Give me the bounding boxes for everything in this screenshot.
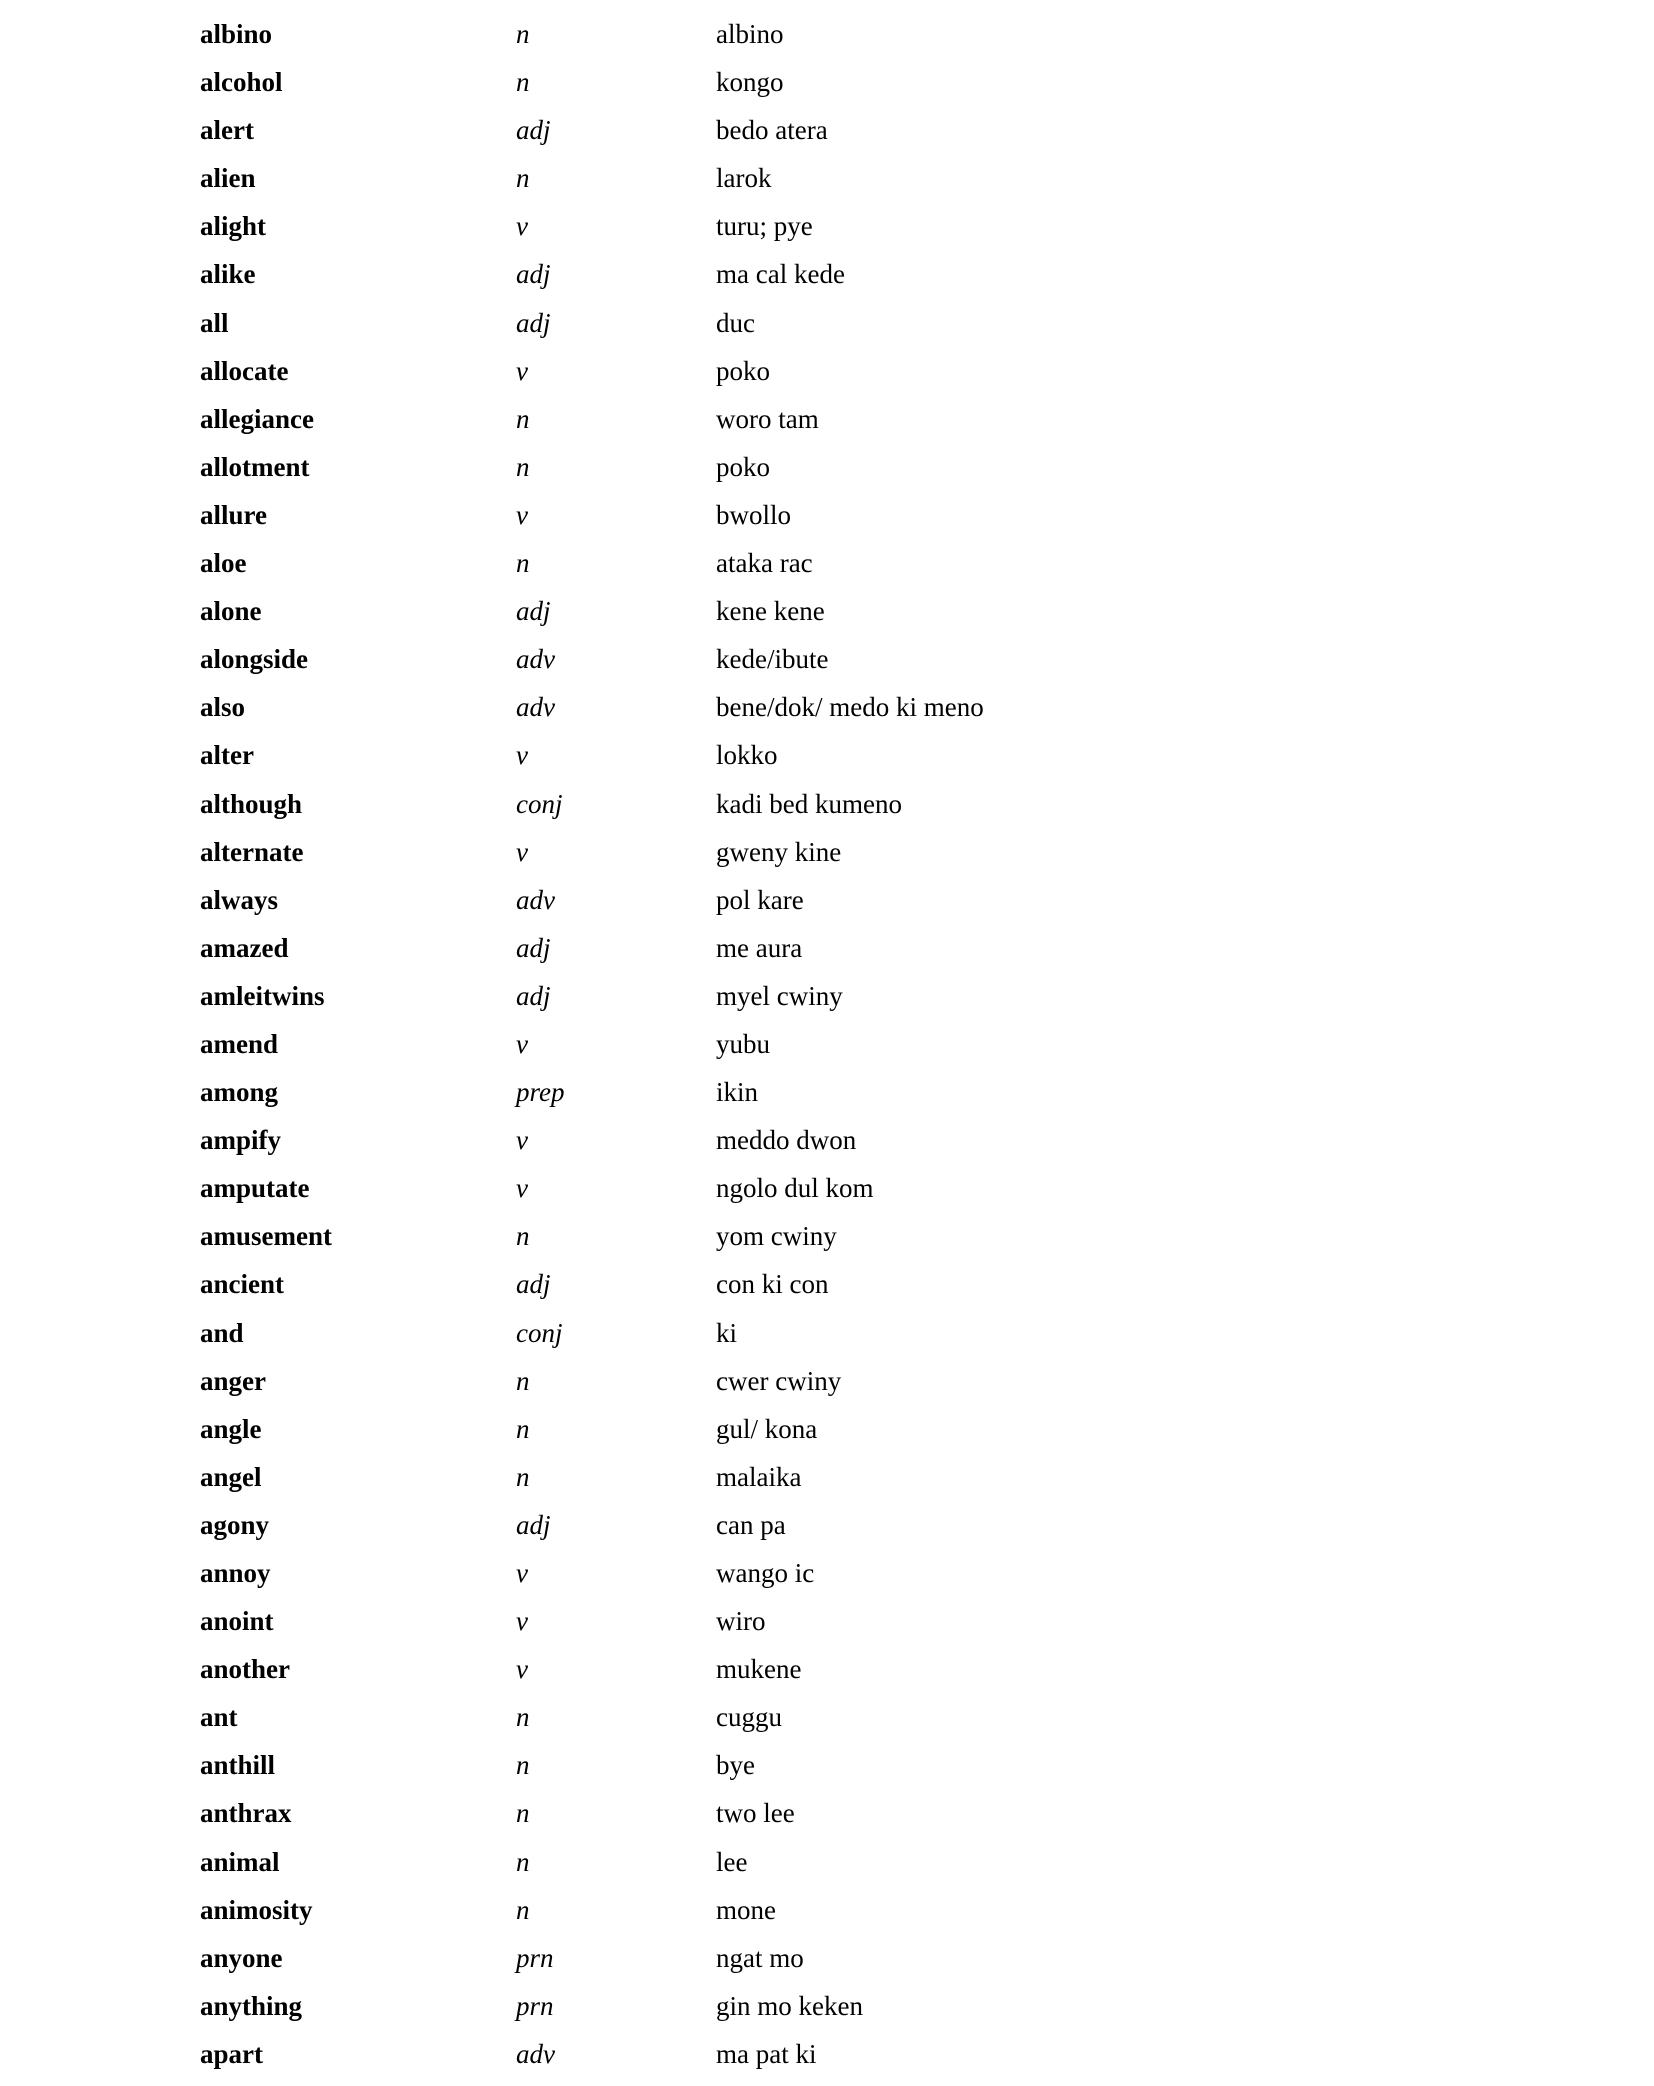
dictionary-entry xyxy=(200,1549,1100,1597)
dictionary-entry xyxy=(200,1068,1100,1116)
entry-word: annoy xyxy=(200,1558,271,1588)
entry-word: amazed xyxy=(200,932,289,963)
dictionary-entry xyxy=(200,1982,1100,2030)
entry-translation: gweny kine xyxy=(716,836,842,867)
dictionary-entry xyxy=(200,828,1100,876)
entry-part-of-speech: v xyxy=(516,1654,528,1685)
entry-part-of-speech: adj xyxy=(516,259,551,290)
entry-part-of-speech: n xyxy=(516,1365,530,1396)
dictionary-entry xyxy=(200,1212,1100,1260)
entry-part-of-speech: n xyxy=(516,1798,530,1829)
dictionary-entry xyxy=(200,635,1100,683)
entry-word: animosity xyxy=(200,1894,313,1925)
entry-translation: gin mo keken xyxy=(716,1990,863,2021)
entry-translation: kadi bed kumeno xyxy=(716,788,902,819)
entry-translation: can pa xyxy=(716,1509,786,1540)
dictionary-entry xyxy=(200,1645,1100,1693)
entry-translation: ma cal kede xyxy=(716,259,845,290)
entry-word: anthill xyxy=(200,1750,276,1781)
entry-translation: wango ic xyxy=(716,1558,815,1588)
entry-part-of-speech: n xyxy=(516,1750,530,1781)
entry-part-of-speech: v xyxy=(516,1028,528,1059)
entry-part-of-speech: adv xyxy=(516,644,555,675)
entry-part-of-speech: adv xyxy=(516,2038,555,2069)
entry-part-of-speech: adv xyxy=(516,884,555,915)
entry-word: ant xyxy=(200,1702,238,1733)
dictionary-entry xyxy=(200,1020,1100,1068)
entry-part-of-speech: adj xyxy=(516,980,551,1011)
entry-part-of-speech: n xyxy=(516,451,530,482)
entry-word: anyone xyxy=(200,1942,283,1973)
dictionary-entry xyxy=(200,1934,1100,1982)
dictionary-entry xyxy=(200,972,1100,1020)
dictionary-entry xyxy=(200,1693,1100,1741)
entry-translation: mone xyxy=(716,1894,776,1925)
entry-word: apart xyxy=(200,2038,263,2069)
entry-word: alight xyxy=(200,211,267,242)
entry-word: allegiance xyxy=(200,403,314,434)
dictionary-entry xyxy=(200,1405,1100,1453)
entry-translation: lee xyxy=(716,1846,748,1877)
dictionary-entry xyxy=(200,106,1100,154)
entry-word: albino xyxy=(200,19,273,49)
entry-translation: cwer cwiny xyxy=(716,1365,842,1396)
entry-word: ampify xyxy=(200,1125,281,1156)
entry-translation: pol kare xyxy=(716,884,804,915)
dictionary-entry xyxy=(200,154,1100,202)
dictionary-entry xyxy=(200,1260,1100,1308)
dictionary-entry xyxy=(200,1838,1100,1886)
entry-part-of-speech: adj xyxy=(516,115,551,146)
entry-part-of-speech: n xyxy=(516,67,530,98)
dictionary-entry xyxy=(200,347,1100,395)
entry-translation: bye xyxy=(716,1750,755,1781)
entry-translation: poko xyxy=(716,451,770,482)
dictionary-entry xyxy=(200,587,1100,635)
dictionary-entry xyxy=(200,1309,1100,1357)
entry-translation: poko xyxy=(716,355,770,386)
dictionary-entry xyxy=(200,1357,1100,1405)
entry-part-of-speech: n xyxy=(516,1846,530,1877)
dictionary-entry xyxy=(200,299,1100,347)
entry-part-of-speech: n xyxy=(516,1413,530,1444)
entry-word: allotment xyxy=(200,451,310,482)
entry-part-of-speech: n xyxy=(516,1894,530,1925)
entry-part-of-speech: v xyxy=(516,1173,528,1204)
entry-word: also xyxy=(200,692,246,723)
entry-translation: duc xyxy=(716,307,755,338)
entry-part-of-speech: adj xyxy=(516,307,551,338)
entry-translation: larok xyxy=(716,163,772,194)
entry-translation: yom cwiny xyxy=(716,1221,837,1252)
entry-part-of-speech: v xyxy=(516,355,528,386)
entry-part-of-speech: v xyxy=(516,211,528,242)
dictionary-entry xyxy=(200,1741,1100,1789)
dictionary-entry xyxy=(200,491,1100,539)
dictionary-entry xyxy=(200,683,1100,731)
entry-part-of-speech: adj xyxy=(516,1509,551,1540)
entry-part-of-speech: adv xyxy=(516,692,555,723)
entry-part-of-speech: n xyxy=(516,19,530,49)
dictionary-entry xyxy=(200,1501,1100,1549)
entry-part-of-speech: v xyxy=(516,836,528,867)
entry-part-of-speech: prep xyxy=(516,1077,565,1108)
entry-translation: meddo dwon xyxy=(716,1125,857,1156)
dictionary-entry xyxy=(200,1116,1100,1164)
entry-word: allure xyxy=(200,499,267,530)
entry-translation: bedo atera xyxy=(716,115,828,146)
entry-word: among xyxy=(200,1077,279,1108)
entry-word: alike xyxy=(200,259,256,290)
dictionary-entry xyxy=(200,202,1100,250)
entry-part-of-speech: adj xyxy=(516,932,551,963)
dictionary-entry xyxy=(200,395,1100,443)
entry-word: and xyxy=(200,1317,244,1348)
entry-part-of-speech: n xyxy=(516,1702,530,1733)
entry-word: alien xyxy=(200,163,256,194)
dictionary-entry xyxy=(200,443,1100,491)
entry-word: all xyxy=(200,307,229,338)
entry-word: animal xyxy=(200,1846,280,1877)
entry-part-of-speech: v xyxy=(516,1125,528,1156)
entry-translation: ma pat ki xyxy=(716,2038,817,2069)
entry-word: alcohol xyxy=(200,67,283,98)
entry-translation: malaika xyxy=(716,1461,802,1492)
entry-part-of-speech: v xyxy=(516,740,528,771)
entry-part-of-speech: n xyxy=(516,403,530,434)
entry-translation: albino xyxy=(716,19,784,49)
entry-translation: two lee xyxy=(716,1798,795,1829)
dictionary-entry xyxy=(200,731,1100,779)
entry-part-of-speech: adj xyxy=(516,1269,551,1300)
entry-word: alert xyxy=(200,115,254,146)
entry-word: anger xyxy=(200,1365,266,1396)
entry-translation: bene/dok/ medo ki meno xyxy=(716,692,984,723)
entry-part-of-speech: n xyxy=(516,548,530,579)
dictionary-entry xyxy=(200,924,1100,972)
dictionary-entry xyxy=(200,10,1100,58)
entry-word: alone xyxy=(200,596,262,627)
entry-word: anything xyxy=(200,1990,303,2021)
dictionary-entry xyxy=(200,1164,1100,1212)
entry-translation: mukene xyxy=(716,1654,802,1685)
entry-translation: lokko xyxy=(716,740,778,771)
entry-word: anoint xyxy=(200,1606,274,1637)
entry-translation: ngat mo xyxy=(716,1942,804,1973)
dictionary-entry xyxy=(200,1453,1100,1501)
entry-word: although xyxy=(200,788,303,819)
entry-word: amputate xyxy=(200,1173,310,1204)
entry-part-of-speech: conj xyxy=(516,788,563,819)
entry-word: alongside xyxy=(200,644,309,675)
dictionary-entry xyxy=(200,539,1100,587)
entry-word: amusement xyxy=(200,1221,332,1252)
entry-translation: wiro xyxy=(716,1606,766,1637)
dictionary-entry xyxy=(200,876,1100,924)
entry-part-of-speech: v xyxy=(516,1606,528,1637)
entry-part-of-speech: v xyxy=(516,499,528,530)
dictionary-entry xyxy=(200,1789,1100,1837)
entry-translation: yubu xyxy=(716,1028,770,1059)
dictionary-entry xyxy=(200,58,1100,106)
entry-part-of-speech: adj xyxy=(516,596,551,627)
entry-part-of-speech: prn xyxy=(516,1990,554,2021)
entry-translation: me aura xyxy=(716,932,803,963)
entry-translation: ngolo dul kom xyxy=(716,1173,874,1204)
entry-part-of-speech: v xyxy=(516,1558,528,1588)
entry-word: amend xyxy=(200,1028,279,1059)
entry-translation: ki xyxy=(716,1317,738,1348)
entry-part-of-speech: n xyxy=(516,1461,530,1492)
entry-word: alternate xyxy=(200,836,304,867)
dictionary-entry xyxy=(200,250,1100,298)
entry-translation: bwollo xyxy=(716,499,792,530)
entry-word: agony xyxy=(200,1509,270,1540)
entry-word: angel xyxy=(200,1461,262,1492)
entry-translation: kongo xyxy=(716,67,784,98)
entry-part-of-speech: n xyxy=(516,163,530,194)
entry-translation: woro tam xyxy=(716,403,819,434)
entry-word: anthrax xyxy=(200,1798,292,1829)
dictionary-entry xyxy=(200,1886,1100,1934)
entry-list xyxy=(200,10,1100,2078)
entry-translation: myel cwiny xyxy=(716,980,843,1011)
entry-part-of-speech: n xyxy=(516,1221,530,1252)
entry-word: aloe xyxy=(200,548,247,579)
entry-word: another xyxy=(200,1654,290,1685)
entry-translation: cuggu xyxy=(716,1702,782,1733)
entry-translation: gul/ kona xyxy=(716,1413,818,1444)
entry-translation: kede/ibute xyxy=(716,644,829,675)
entry-word: alter xyxy=(200,740,254,771)
entry-translation: kene kene xyxy=(716,596,825,627)
entry-word: always xyxy=(200,884,279,915)
entry-word: amleitwins xyxy=(200,980,325,1011)
entry-translation: con ki con xyxy=(716,1269,829,1300)
entry-word: allocate xyxy=(200,355,289,386)
entry-word: ancient xyxy=(200,1269,284,1300)
dictionary-entry xyxy=(200,1597,1100,1645)
entry-translation: ikin xyxy=(716,1077,759,1108)
entry-word: angle xyxy=(200,1413,262,1444)
entry-part-of-speech: conj xyxy=(516,1317,563,1348)
entry-translation: ataka rac xyxy=(716,548,813,579)
dictionary-entry xyxy=(200,780,1100,828)
entry-translation: turu; pye xyxy=(716,211,813,242)
dictionary-entry xyxy=(200,2030,1100,2078)
entry-part-of-speech: prn xyxy=(516,1942,554,1973)
